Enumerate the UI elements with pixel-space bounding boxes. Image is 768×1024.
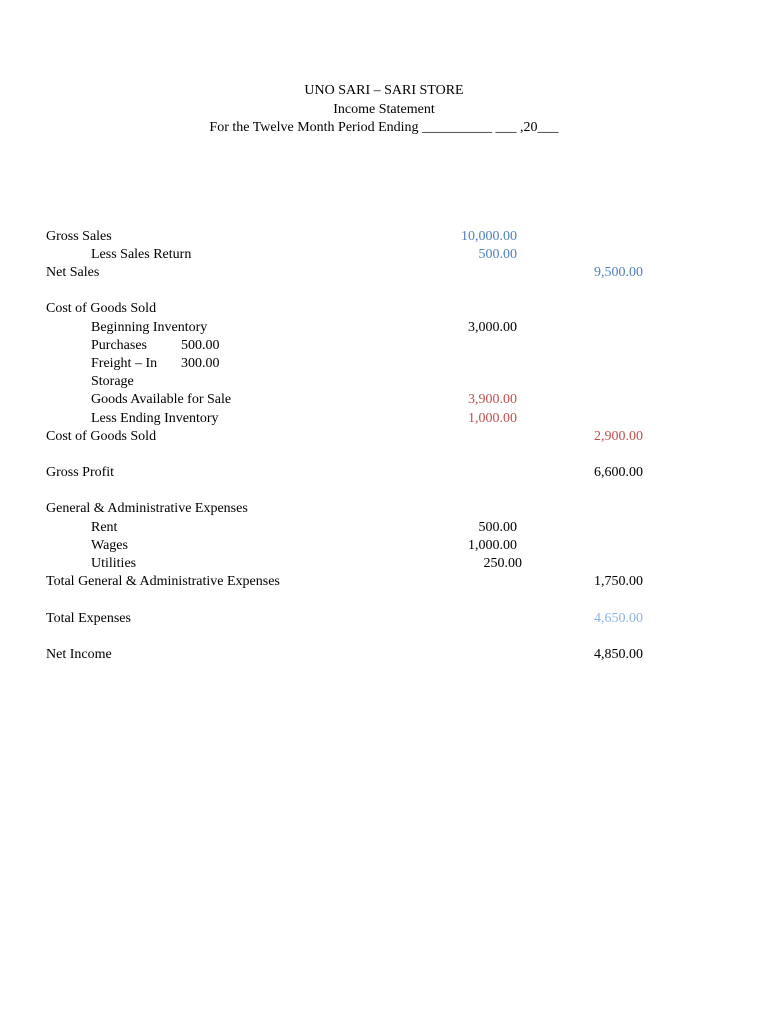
company-name: UNO SARI – SARI STORE <box>304 83 464 98</box>
beginning-inventory-label: Beginning Inventory <box>91 320 208 335</box>
cogs-total-label: Cost of Goods Sold <box>46 429 157 444</box>
gross-sales-value: 10,000.00 <box>461 229 517 244</box>
purchases-value: 500.00 <box>181 338 220 353</box>
statement-header <box>0 82 768 138</box>
statement-title: Income Statement <box>333 101 435 117</box>
cogs-total-value: 2,900.00 <box>594 429 643 444</box>
rent-label: Rent <box>91 520 118 535</box>
sales-return-label: Less Sales Return <box>91 247 192 262</box>
freight-in-label: Freight – In <box>91 356 158 371</box>
freight-in-value: 300.00 <box>181 356 220 371</box>
total-expenses-label: Total Expenses <box>46 611 131 626</box>
rent-value: 500.00 <box>478 520 517 535</box>
wages-label: Wages <box>91 538 128 553</box>
wages-value: 1,000.00 <box>468 538 517 553</box>
cogs-heading: Cost of Goods Sold <box>46 301 157 316</box>
gross-sales-label: Gross Sales <box>46 229 112 244</box>
sales-return-value: 500.00 <box>478 247 517 262</box>
utilities-label: Utilities <box>91 556 137 571</box>
ending-inventory-value: 1,000.00 <box>468 411 517 426</box>
total-expenses-value: 4,650.00 <box>594 611 643 626</box>
net-income-label: Net Income <box>46 647 112 662</box>
beginning-inventory-value: 3,000.00 <box>468 320 517 335</box>
ending-inventory-label: Less Ending Inventory <box>91 411 219 426</box>
purchases-label: Purchases <box>91 338 147 353</box>
admin-expenses-total-value: 1,750.00 <box>594 574 643 589</box>
net-sales-value: 9,500.00 <box>594 265 643 280</box>
statement-period: For the Twelve Month Period Ending __________ ___ ,20___ <box>209 120 559 135</box>
utilities-value: 250.00 <box>483 556 522 571</box>
net-income-value: 4,850.00 <box>594 647 643 662</box>
goods-available-value: 3,900.00 <box>468 392 517 407</box>
gross-profit-label: Gross Profit <box>46 465 115 480</box>
storage-label: Storage <box>91 374 134 389</box>
gross-profit-value: 6,600.00 <box>594 465 643 480</box>
goods-available-label: Goods Available for Sale <box>91 392 232 407</box>
admin-expenses-heading: General & Administrative Expenses <box>46 501 248 516</box>
net-sales-label: Net Sales <box>46 265 100 280</box>
admin-expenses-total-label: Total General & Administrative Expenses <box>46 574 280 589</box>
